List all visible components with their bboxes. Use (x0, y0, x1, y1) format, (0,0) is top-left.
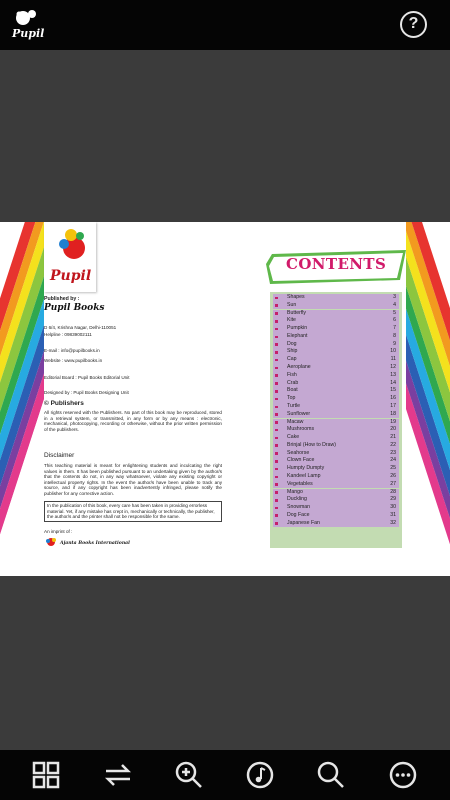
contents-item[interactable] (273, 504, 399, 512)
published-by-label: Published by : (44, 296, 80, 302)
more-icon (388, 760, 418, 790)
contents-item-page: 28 (390, 488, 396, 495)
contents-item[interactable] (273, 310, 399, 318)
page-mode-button[interactable] (103, 760, 133, 790)
bullet-icon (275, 374, 278, 377)
bullet-icon (275, 514, 278, 517)
contents-item-name: Sunflower (287, 410, 311, 417)
contents-item-page: 25 (390, 465, 396, 472)
contents-item[interactable] (273, 356, 399, 364)
bullet-icon (275, 312, 278, 315)
contents-item-name: Butterfly (287, 309, 307, 316)
contents-item-name: Cap (287, 356, 297, 363)
contents-item[interactable] (273, 426, 399, 434)
contents-item-name: Fish (287, 371, 297, 378)
contents-item-name: Pumpkin (287, 325, 308, 332)
imprint-label: An imprint of : (44, 529, 73, 534)
contents-item[interactable] (273, 411, 399, 419)
contents-item[interactable] (273, 450, 399, 458)
contents-item[interactable] (273, 372, 399, 380)
errorless-note-box: In the publication of this book, every care has been taken in providing errorless material. Yet, if any mistake has crept in, mechanically or technically, the publisher, the author/s and the printer shall not be responsible for the same. (44, 501, 222, 522)
contents-item-page: 5 (393, 309, 396, 316)
audio-button[interactable] (245, 760, 275, 790)
contents-item-page: 22 (390, 441, 396, 448)
help-button[interactable]: ? (400, 11, 427, 38)
contents-item-page: 17 (390, 402, 396, 409)
contents-item-page: 16 (390, 395, 396, 402)
contents-item[interactable] (273, 481, 399, 489)
contents-item[interactable] (273, 333, 399, 341)
designed-by: Designed by : Pupil Books Designing Unit (44, 390, 129, 395)
bullet-icon (275, 328, 278, 331)
contents-item-name: Shapes (287, 294, 305, 300)
bullet-icon (275, 421, 278, 424)
contents-item-name: Top (287, 395, 296, 402)
contents-item-page: 14 (390, 379, 396, 386)
contents-item-page: 20 (390, 426, 396, 433)
contents-item-page: 9 (393, 340, 396, 347)
contents-item-page: 19 (390, 418, 396, 425)
contents-item-page: 30 (390, 504, 396, 511)
bullet-icon (275, 507, 278, 510)
pupil-logo-text: Pupil (50, 268, 92, 284)
bullet-icon (275, 390, 278, 393)
contents-item-name: Dog (287, 340, 297, 347)
contents-item-page: 29 (390, 496, 396, 503)
grid-icon (31, 760, 61, 790)
bullet-icon (275, 437, 278, 440)
contents-item-name: Turtle (287, 402, 301, 409)
thumbnails-button[interactable] (31, 760, 61, 790)
contents-item-name: Kite (287, 317, 296, 324)
contents-item[interactable] (273, 395, 399, 403)
contents-item-name: Aeroplane (287, 364, 311, 371)
contents-list (270, 292, 402, 548)
bullet-icon (275, 398, 278, 401)
bullet-icon (275, 476, 278, 479)
contents-item-name: Kandeel Lamp (287, 472, 321, 479)
contents-item[interactable] (273, 512, 399, 520)
contents-item[interactable] (273, 434, 399, 442)
contents-item[interactable] (273, 403, 399, 411)
search-icon (316, 760, 346, 790)
contents-item-name: Vegetables (287, 480, 313, 487)
book-page-spread[interactable] (0, 222, 450, 576)
contents-item[interactable] (273, 325, 399, 333)
contents-item-page: 27 (390, 480, 396, 487)
publisher-logo: Pupil Books (44, 303, 105, 313)
contents-title: CONTENTS (286, 255, 387, 273)
contents-item-page: 7 (393, 325, 396, 332)
contents-item-page: 8 (393, 332, 396, 339)
contents-item-page: 10 (390, 348, 396, 355)
bullet-icon (275, 499, 278, 502)
contents-item[interactable] (273, 341, 399, 349)
contents-item[interactable] (273, 473, 399, 481)
contents-item[interactable] (273, 387, 399, 395)
publisher-email: E-mail : info@pupilbooks.in (44, 348, 100, 353)
contents-item-page: 31 (390, 511, 396, 518)
bullet-icon (275, 452, 278, 455)
contents-item[interactable] (273, 442, 399, 450)
copyright-page (44, 222, 225, 576)
bullet-icon (275, 429, 278, 432)
bullet-icon (275, 351, 278, 354)
contents-item-name: Snowman (287, 504, 311, 511)
rights-text: All rights reserved with the Publishers. No part of this book may be reproduced, stored in a retrieval system, or transmitted, in any form or by any means : electronic, mechanical, photocopying, recording or otherwise, without the prior written permission of the publishers. (44, 410, 222, 432)
contents-item[interactable] (273, 465, 399, 473)
contents-item-name: Boat (287, 387, 298, 394)
contents-item-name: Cake (287, 434, 300, 441)
contents-item[interactable] (273, 496, 399, 504)
contents-item-name: Duckling (287, 496, 307, 503)
bullet-icon (275, 444, 278, 447)
contents-item[interactable] (273, 302, 399, 310)
contents-item-page: 18 (390, 410, 396, 417)
contents-item-page: 11 (390, 356, 396, 363)
bullet-icon (275, 522, 278, 525)
contents-item-page: 26 (390, 472, 396, 479)
contents-item[interactable] (273, 348, 399, 356)
bullet-icon (275, 320, 278, 323)
contents-item-page: 24 (390, 457, 396, 464)
disclaimer-heading: Disclaimer (44, 452, 75, 459)
app-logo-text: Pupil (12, 27, 45, 40)
contents-item-name: Crab (287, 379, 299, 386)
bullet-icon (275, 359, 278, 362)
contents-item[interactable] (273, 489, 399, 497)
contents-item[interactable] (273, 419, 399, 427)
bullet-icon (275, 483, 278, 486)
imprint-logo-icon (44, 537, 58, 549)
bottom-toolbar (0, 750, 450, 800)
contents-item-name: Clown Face (287, 457, 315, 464)
contents-item-page: 13 (390, 371, 396, 378)
contents-item-page: 4 (393, 301, 396, 308)
publisher-website: Website : www.pupilbooks.in (44, 358, 103, 363)
contents-item[interactable] (273, 457, 399, 465)
music-icon (245, 760, 275, 790)
contents-item-name: Ship (287, 348, 298, 355)
contents-item-page: 32 (390, 519, 396, 526)
copyright-heading: © Publishers (44, 400, 84, 407)
contents-item-name: Macaw (287, 418, 304, 425)
contents-item[interactable] (273, 364, 399, 372)
bullet-icon (275, 304, 278, 307)
contents-item-name: Sun (287, 301, 297, 308)
bullet-icon (275, 343, 278, 346)
contents-item[interactable] (273, 380, 399, 388)
bullet-icon (275, 297, 278, 300)
editorial-board: Editorial Board : Pupil Books Editorial Unit (44, 375, 130, 380)
contents-item-page: 3 (393, 294, 396, 300)
bullet-icon (275, 406, 278, 409)
bullet-icon (275, 336, 278, 339)
contents-item[interactable] (273, 317, 399, 325)
bullet-icon (275, 367, 278, 370)
contents-item-name: Japanese Fan (287, 519, 320, 526)
contents-item-page: 23 (390, 449, 396, 456)
contents-page (262, 222, 412, 576)
bullet-icon (275, 460, 278, 463)
contents-item-page: 12 (390, 364, 396, 371)
rainbow-stripes-left (0, 222, 44, 576)
contents-item-name: Dog Face (287, 511, 310, 518)
contents-item-name: Seahorse (287, 449, 310, 456)
contents-item[interactable] (273, 294, 399, 302)
contents-item-name: Mushrooms (287, 426, 315, 433)
zoom-in-button[interactable] (174, 760, 204, 790)
bullet-icon (275, 413, 278, 416)
swap-icon (103, 760, 133, 790)
contents-item-name: Humpty Dumpty (287, 465, 325, 472)
contents-item[interactable] (273, 520, 399, 528)
contents-item-page: 6 (393, 317, 396, 324)
publisher-address: D 6/4, Krishna Nagar, Delhi-110051 (44, 325, 117, 330)
search-button[interactable] (316, 760, 346, 790)
contents-item-page: 21 (390, 434, 396, 441)
contents-item-name: Elephant (287, 332, 308, 339)
bullet-icon (275, 468, 278, 471)
contents-item-page: 15 (390, 387, 396, 394)
contents-item-name: Mango (287, 488, 303, 495)
bullet-icon (275, 382, 278, 385)
bullet-icon (275, 491, 278, 494)
more-button[interactable] (388, 760, 418, 790)
publisher-helpline: Helpline : 09839002111 (44, 332, 92, 337)
top-bar (0, 0, 450, 50)
imprint-name: Ajanta Books International (60, 541, 130, 546)
disclaimer-text: This teaching material is meant for enlightening students and inculcating the right values in them. It has been published pursuant to an undertaking given by the author/s that the contents do not, in any way whatsoever, violate any existing copyright or intellectual property rights. In the event the author/s have been unable to track any source, and if any copyright has been inadvertently infringed, please notify the publisher for any corrective action. (44, 463, 222, 496)
rainbow-stripes-right (406, 222, 450, 576)
zoom-in-icon (174, 760, 204, 790)
contents-item-name: Brinjal (How to Draw) (287, 441, 337, 448)
